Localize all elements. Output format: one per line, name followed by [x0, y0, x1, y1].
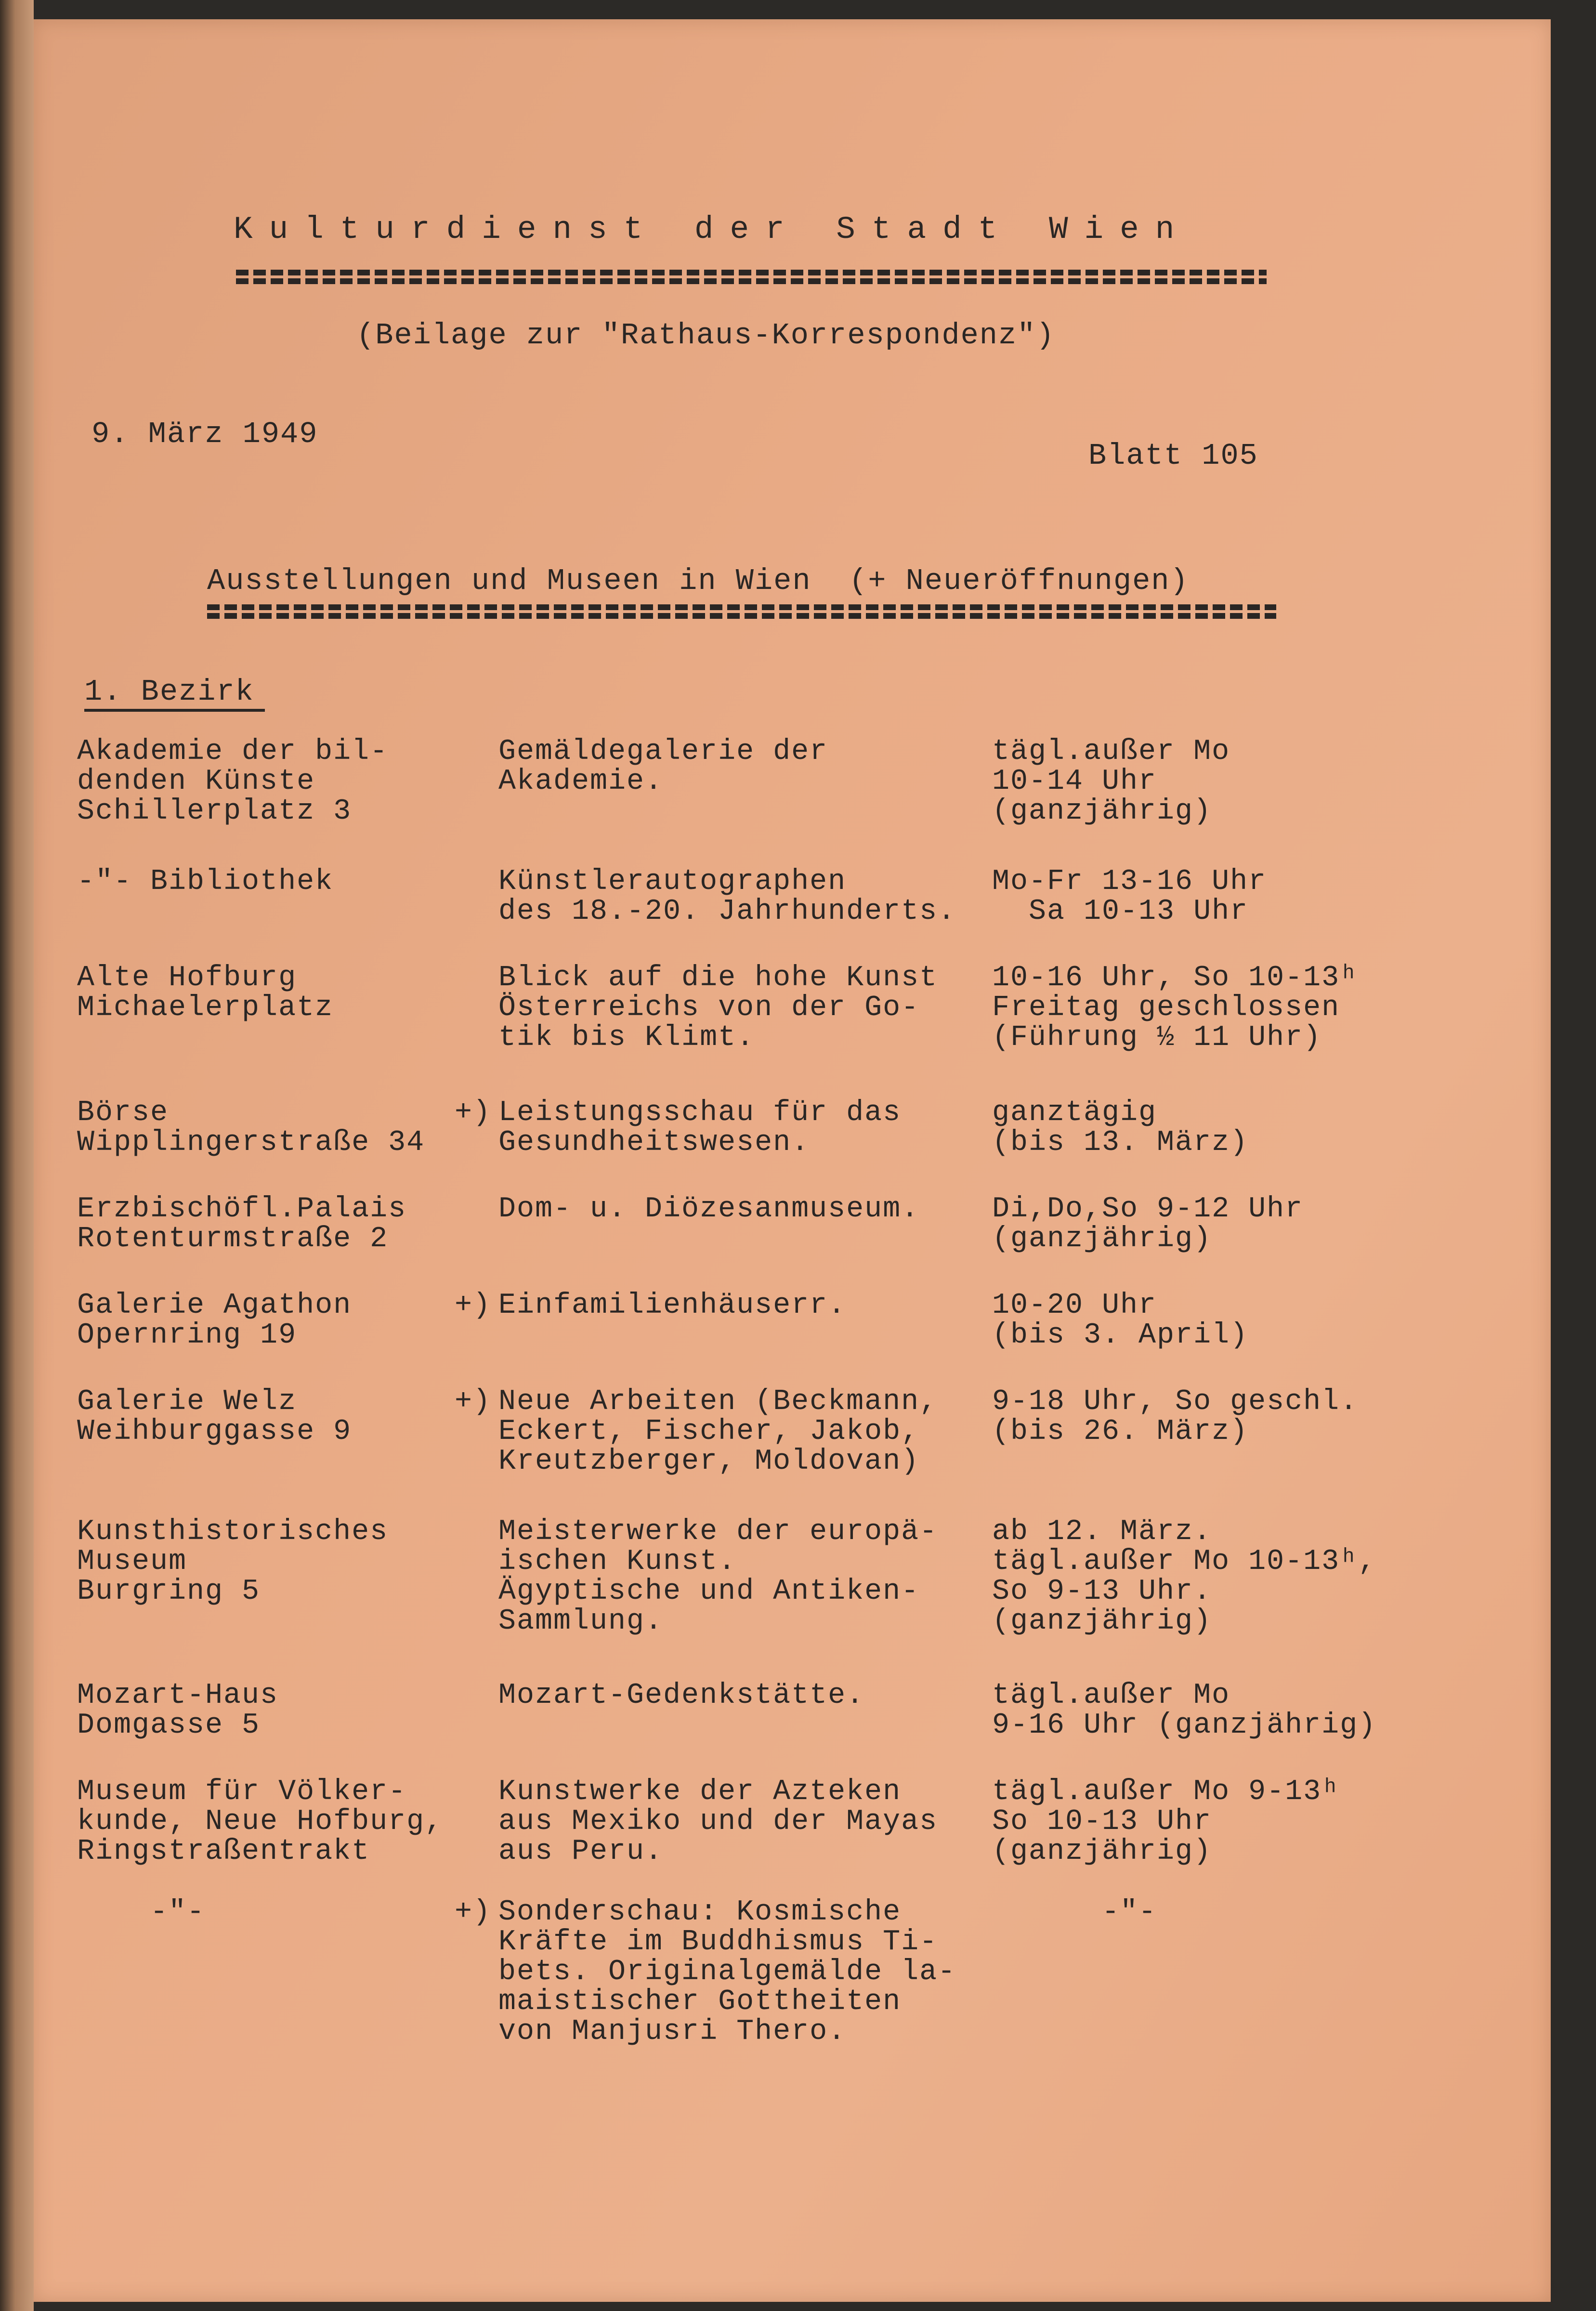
exhibition-title-line: Einfamilienhäuserr.: [498, 1289, 847, 1322]
exhibition-title: [498, 963, 1004, 1053]
venue-line: Opernring 19: [77, 1319, 297, 1352]
opening-hours-line: tägl.außer Mo: [992, 1679, 1230, 1712]
opening-hours: [992, 1194, 1531, 1254]
double-rule-top: [236, 270, 1267, 275]
venue: [77, 867, 491, 897]
opening-hours: [992, 1897, 1531, 1927]
exhibition-title-line: Ägyptische und Antiken-: [498, 1575, 920, 1608]
opening-hours-line: 10-20 Uhr: [992, 1289, 1157, 1322]
exhibition-title-line: Künstlerautographen: [498, 865, 847, 898]
exhibition-title-line: Kunstwerke der Azteken: [498, 1776, 902, 1808]
opening-hours-line: 9-18 Uhr, So geschl.: [992, 1385, 1359, 1418]
venue-line: kunde, Neue Hofburg,: [77, 1805, 444, 1838]
venue-line: Alte Hofburg: [77, 962, 297, 994]
opening-hours-line: (Führung ½ 11 Uhr): [992, 1021, 1322, 1054]
venue-line: Mozart-Haus: [77, 1679, 279, 1712]
new-opening-marker: +): [454, 1896, 491, 1929]
exhibition-title-line: Gemäldegalerie der: [498, 735, 828, 768]
opening-hours: [992, 867, 1531, 927]
opening-hours-line: Sa 10-13 Uhr: [992, 895, 1249, 928]
opening-hours-line: Freitag geschlossen: [992, 992, 1340, 1024]
exhibition-title-line: Österreichs von der Go-: [498, 992, 920, 1024]
exhibition-title-line: Kreutzberger, Moldovan): [498, 1445, 920, 1478]
opening-hours-line: (bis 13. März): [992, 1126, 1249, 1159]
exhibition-title: [498, 1777, 1004, 1867]
venue-line: Museum für Völker-: [77, 1776, 407, 1808]
new-opening-marker: +): [454, 1289, 491, 1322]
venue-line: -"-: [77, 1896, 206, 1929]
venue-line: Börse: [77, 1097, 169, 1129]
exhibition-title: [498, 1291, 1004, 1320]
opening-hours-line: (ganzjährig): [992, 1835, 1212, 1868]
opening-hours-line: So 10-13 Uhr: [992, 1805, 1212, 1838]
exhibition-title-line: Eckert, Fischer, Jakob,: [498, 1415, 920, 1448]
double-rule-title: [207, 604, 1276, 610]
exhibition-title: [498, 1387, 1004, 1476]
venue-line: Akademie der bil-: [77, 735, 389, 768]
exhibition-title-line: Akademie.: [498, 765, 664, 798]
exhibition-title-line: aus Mexiko und der Mayas: [498, 1805, 938, 1838]
venue: [77, 1681, 491, 1740]
organization-name: Kulturdienst der Stadt Wien: [234, 211, 1191, 248]
district-heading: 1. Bezirk: [84, 675, 254, 709]
opening-hours-line: ganztägig: [992, 1097, 1157, 1129]
venue: [77, 1897, 491, 1927]
venue: [77, 737, 491, 826]
opening-hours-line: tägl.außer Mo 10-13ʰ,: [992, 1545, 1377, 1578]
exhibition-title-line: bets. Originalgemälde la-: [498, 1956, 956, 1988]
opening-hours: [992, 737, 1531, 826]
supplement-note: (Beilage zur "Rathaus-Korrespondenz"): [356, 318, 1055, 353]
new-opening-marker: +): [454, 1097, 491, 1129]
venue-line: Weihburggasse 9: [77, 1415, 352, 1448]
venue-line: Museum: [77, 1545, 187, 1578]
venue: [77, 1777, 491, 1867]
exhibition-title-line: ischen Kunst.: [498, 1545, 737, 1578]
exhibition-title: [498, 1897, 1004, 2047]
exhibition-title-line: maistischer Gottheiten: [498, 1985, 902, 2018]
exhibition-title-line: aus Peru.: [498, 1835, 664, 1868]
opening-hours-line: tägl.außer Mo 9-13ʰ: [992, 1776, 1340, 1808]
venue-line: Wipplingerstraße 34: [77, 1126, 425, 1159]
exhibition-title-line: des 18.-20. Jahrhunderts.: [498, 895, 956, 928]
exhibition-title-line: tik bis Klimt.: [498, 1021, 755, 1054]
exhibition-title-line: Mozart-Gedenkstätte.: [498, 1679, 865, 1712]
venue: [77, 1194, 491, 1254]
exhibition-title: [498, 1681, 1004, 1710]
exhibition-title: [498, 1098, 1004, 1158]
opening-hours: [992, 1681, 1531, 1740]
exhibition-title-line: Sonderschau: Kosmische: [498, 1896, 902, 1929]
venue-line: Domgasse 5: [77, 1709, 261, 1742]
venue: [77, 1387, 491, 1447]
venue-line: -"- Bibliothek: [77, 865, 334, 898]
venue: [77, 1517, 491, 1606]
opening-hours-line: Di,Do,So 9-12 Uhr: [992, 1193, 1304, 1226]
opening-hours-line: (bis 3. April): [992, 1319, 1249, 1352]
exhibition-title-line: von Manjusri Thero.: [498, 2015, 847, 2048]
opening-hours-line: (bis 26. März): [992, 1415, 1249, 1448]
exhibition-title-line: Leistungsschau für das: [498, 1097, 902, 1129]
venue-line: Kunsthistorisches: [77, 1515, 389, 1548]
opening-hours-line: 10-14 Uhr: [992, 765, 1157, 798]
opening-hours: [992, 1098, 1531, 1158]
venue-line: Schillerplatz 3: [77, 795, 352, 828]
opening-hours-line: (ganzjährig): [992, 1605, 1212, 1638]
exhibition-title-line: Neue Arbeiten (Beckmann,: [498, 1385, 938, 1418]
opening-hours-line: -"-: [992, 1896, 1157, 1929]
venue-line: Erzbischöfl.Palais: [77, 1193, 407, 1226]
venue-line: Galerie Welz: [77, 1385, 297, 1418]
exhibition-title: [498, 737, 1004, 796]
venue-line: Rotenturmstraße 2: [77, 1223, 389, 1255]
exhibition-title-line: Sammlung.: [498, 1605, 664, 1638]
opening-hours: [992, 1777, 1531, 1867]
opening-hours: [992, 1387, 1531, 1447]
district-underline: [84, 709, 265, 712]
exhibition-title-line: Meisterwerke der europä-: [498, 1515, 938, 1548]
opening-hours-line: So 9-13 Uhr.: [992, 1575, 1212, 1608]
new-opening-marker: +): [454, 1385, 491, 1418]
opening-hours-line: 9-16 Uhr (ganzjährig): [992, 1709, 1377, 1742]
exhibition-title-line: Gesundheitswesen.: [498, 1126, 810, 1159]
venue: [77, 1098, 491, 1158]
opening-hours-line: (ganzjährig): [992, 1223, 1212, 1255]
page-title: Ausstellungen und Museen in Wien (+ Neueröffnungen): [207, 564, 1189, 598]
opening-hours-line: Mo-Fr 13-16 Uhr: [992, 865, 1267, 898]
exhibition-title-line: Dom- u. Diözesanmuseum.: [498, 1193, 920, 1226]
document-date: 9. März 1949: [92, 417, 318, 451]
venue-line: Ringstraßentrakt: [77, 1835, 370, 1868]
opening-hours: [992, 1517, 1531, 1636]
opening-hours-line: 10-16 Uhr, So 10-13ʰ: [992, 962, 1359, 994]
opening-hours: [992, 1291, 1531, 1350]
opening-hours: [992, 963, 1531, 1053]
sheet-number: Blatt 105: [1088, 439, 1258, 473]
exhibition-title-line: Kräfte im Buddhismus Ti-: [498, 1926, 938, 1958]
venue: [77, 963, 491, 1023]
venue: [77, 1291, 491, 1350]
exhibition-title: [498, 1517, 1004, 1636]
opening-hours-line: (ganzjährig): [992, 795, 1212, 828]
venue-line: Burgring 5: [77, 1575, 261, 1608]
exhibition-title: [498, 1194, 1004, 1224]
exhibition-title-line: Blick auf die hohe Kunst: [498, 962, 938, 994]
venue-line: denden Künste: [77, 765, 315, 798]
book-binding-edge: [0, 0, 34, 2311]
venue-line: Michaelerplatz: [77, 992, 334, 1024]
opening-hours-line: ab 12. März.: [992, 1515, 1212, 1548]
venue-line: Galerie Agathon: [77, 1289, 352, 1322]
document-page: [34, 19, 1551, 2302]
opening-hours-line: tägl.außer Mo: [992, 735, 1230, 768]
exhibition-title: [498, 867, 1004, 927]
